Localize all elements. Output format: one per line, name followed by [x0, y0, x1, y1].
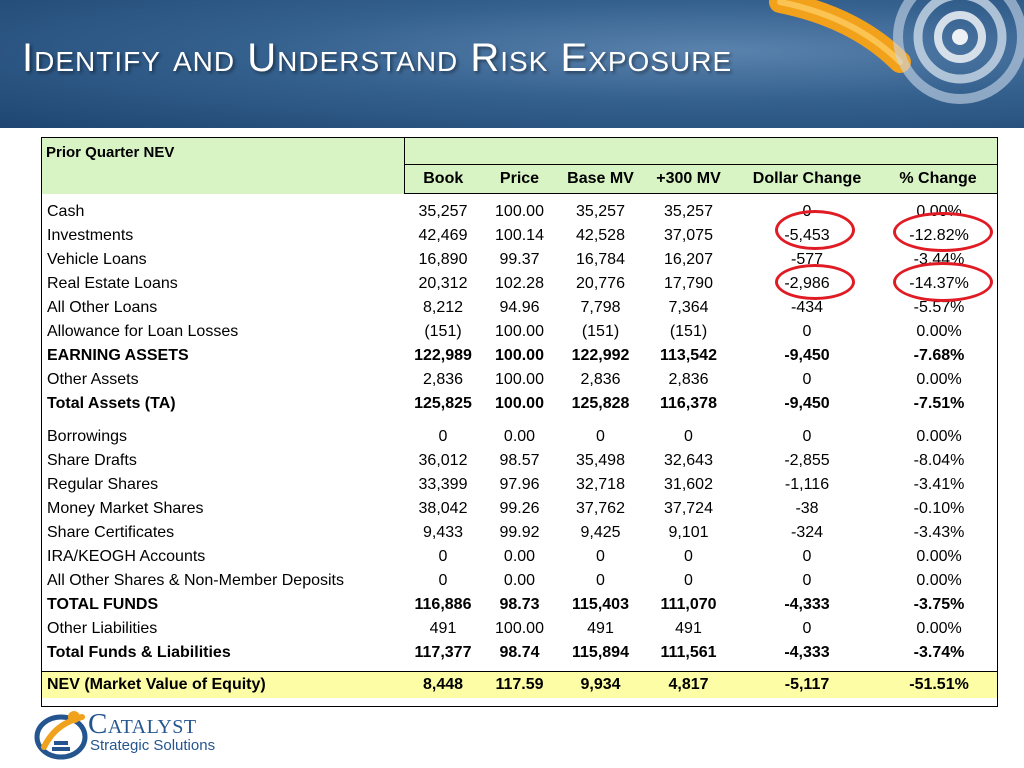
cell-dollar-change: -5,453: [784, 227, 830, 244]
cell-dollar-change: 0: [802, 620, 812, 637]
slide-title: Identify and Understand Risk Exposure: [22, 36, 733, 80]
cell-book: 125,825: [414, 395, 472, 412]
table-row: [42, 497, 997, 521]
row-label: Real Estate Loans: [47, 275, 178, 292]
row-label: Investments: [47, 227, 134, 244]
cell-price: 100.00: [495, 395, 544, 412]
cell-base-mv: 42,528: [576, 227, 625, 244]
table-row: [42, 473, 997, 497]
highlight-circle-investments-dollar: [775, 210, 855, 250]
cell-pct-change: 0.00%: [916, 323, 962, 340]
cell-300-mv: 32,643: [664, 452, 713, 469]
cell-book: 16,890: [418, 251, 468, 268]
cell-300-mv: 0: [684, 428, 693, 445]
cell-300-mv: 35,257: [664, 203, 713, 220]
corner-label: Prior Quarter NEV: [42, 138, 404, 194]
cell-pct-change: -3.44%: [913, 251, 965, 268]
cell-base-mv: 0: [596, 548, 605, 565]
highlight-circle-realestate-pct: [893, 262, 993, 302]
cell-book: 33,399: [418, 476, 468, 493]
cell-base-mv: 35,257: [576, 203, 625, 220]
row-label: EARNING ASSETS: [47, 347, 189, 364]
logo-name: Catalyst: [88, 708, 197, 740]
cell-price: 100.00: [495, 347, 544, 364]
cell-dollar-change: 0: [802, 428, 812, 445]
table-row: [42, 641, 997, 665]
cell-pct-change: -12.82%: [909, 227, 969, 244]
column-header-dollar-change: Dollar Change: [733, 165, 881, 194]
cell-book: 122,989: [414, 347, 472, 364]
column-header-pct-change: % Change: [881, 165, 997, 194]
cell-dollar-change: -9,450: [784, 347, 830, 364]
cell-dollar-change: -324: [790, 524, 824, 541]
cell-base-mv: 491: [587, 620, 614, 637]
slide-header: [0, 0, 1024, 128]
row-label: Total Assets (TA): [47, 395, 176, 412]
cell-dollar-change: -4,333: [784, 596, 830, 613]
nev-data-table: [42, 138, 997, 698]
table-row: [42, 248, 997, 272]
cell-book: 117,377: [414, 644, 472, 661]
cell-base-mv: 20,776: [576, 275, 625, 292]
cell-base-mv: (151): [581, 323, 620, 340]
cell-dollar-change: 0: [802, 572, 812, 589]
row-label: Allowance for Loan Losses: [47, 323, 239, 340]
cell-price: 100.00: [495, 203, 544, 220]
cell-pct-change: 0.00%: [916, 371, 962, 388]
cell-300-mv: 37,724: [664, 500, 713, 517]
target-arrow-icon: [760, 0, 1024, 128]
cell-book: 42,469: [418, 227, 468, 244]
cell-book: 38,042: [418, 500, 468, 517]
table-row: [42, 593, 997, 617]
table-row: [42, 521, 997, 545]
cell-base-mv: 9,425: [580, 524, 621, 541]
logo-tagline: Strategic Solutions: [90, 737, 216, 754]
cell-price: 97.96: [499, 476, 540, 493]
nev-row: [42, 672, 997, 699]
cell-300-mv: 17,790: [664, 275, 713, 292]
cell-book: 2,836: [422, 371, 464, 388]
header-blank-band: [404, 138, 997, 165]
cell-dollar-change: -577: [790, 251, 824, 268]
cell-pct-change: -7.51%: [913, 395, 965, 412]
cell-300-mv: 0: [684, 572, 693, 589]
cell-book: 8,448: [404, 672, 482, 699]
row-label: TOTAL FUNDS: [47, 596, 159, 613]
row-label: Money Market Shares: [47, 500, 204, 517]
cell-base-mv: 0: [596, 428, 605, 445]
cell-price: 99.92: [499, 524, 540, 541]
cell-pct-change: -5.57%: [913, 299, 965, 316]
cell-book: 116,886: [414, 596, 472, 613]
cell-book: 491: [429, 620, 457, 637]
cell-price: 99.37: [499, 251, 540, 268]
cell-price: 94.96: [499, 299, 540, 316]
cell-dollar-change: 0: [802, 323, 812, 340]
table-row: [42, 320, 997, 344]
cell-pct-change: 0.00%: [916, 203, 962, 220]
cell-base-mv: 9,934: [557, 672, 644, 699]
cell-300-mv: 0: [684, 548, 693, 565]
cell-pct-change: -3.41%: [913, 476, 965, 493]
cell-dollar-change: 0: [802, 371, 812, 388]
cell-pct-change: 0.00%: [916, 620, 962, 637]
cell-book: 0: [438, 428, 448, 445]
nev-table: [41, 137, 998, 707]
cell-book: (151): [424, 323, 462, 340]
cell-dollar-change: -1,116: [784, 476, 830, 493]
cell-pct-change: -3.75%: [913, 596, 965, 613]
cell-dollar-change: -38: [795, 500, 819, 517]
cell-300-mv: 116,378: [660, 395, 717, 412]
cell-price: 100.00: [495, 371, 544, 388]
cell-300-mv: 111,561: [660, 644, 717, 661]
cell-300-mv: 31,602: [664, 476, 713, 493]
column-header-book: Book: [404, 165, 482, 194]
highlight-circle-realestate-dollar: [775, 264, 855, 300]
cell-dollar-change: 0: [802, 203, 812, 220]
cell-base-mv: 37,762: [576, 500, 625, 517]
row-label: Other Assets: [47, 371, 139, 388]
cell-price: 100.14: [495, 227, 544, 244]
liability-rows: [42, 425, 997, 665]
table-row: [42, 449, 997, 473]
row-label: NEV (Market Value of Equity): [42, 672, 404, 699]
cell-pct-change: -8.04%: [913, 452, 965, 469]
cell-price: 102.28: [495, 275, 544, 292]
row-label: Share Drafts: [47, 452, 137, 469]
cell-300-mv: 9,101: [668, 524, 709, 541]
cell-base-mv: 115,894: [572, 644, 629, 661]
table-row: [42, 617, 997, 641]
cell-pct-change: -7.68%: [913, 347, 965, 364]
cell-price: 117.59: [482, 672, 557, 699]
cell-dollar-change: -2,855: [784, 452, 830, 469]
cell-base-mv: 35,498: [576, 452, 625, 469]
cell-pct-change: -3.74%: [913, 644, 965, 661]
cell-300-mv: 491: [675, 620, 702, 637]
cell-300-mv: (151): [669, 323, 708, 340]
row-label: Total Funds & Liabilities: [47, 644, 231, 661]
cell-300-mv: 113,542: [660, 347, 717, 364]
column-header-300-mv: +300 MV: [644, 165, 733, 194]
table-row: [42, 368, 997, 392]
table-row: [42, 545, 997, 569]
cell-price: 98.73: [499, 596, 540, 613]
cell-price: 0.00: [503, 548, 536, 565]
cell-book: 9,433: [422, 524, 464, 541]
cell-300-mv: 111,070: [660, 596, 717, 613]
cell-base-mv: 0: [596, 572, 605, 589]
cell-dollar-change: -5,117: [733, 672, 881, 699]
cell-price: 98.74: [499, 644, 540, 661]
cell-price: 0.00: [503, 572, 536, 589]
cell-book: 20,312: [418, 275, 468, 292]
cell-pct-change: -0.10%: [913, 500, 965, 517]
cell-dollar-change: -4,333: [784, 644, 830, 661]
cell-pct-change: 0.00%: [916, 548, 962, 565]
cell-dollar-change: -2,986: [784, 275, 830, 292]
cell-book: 0: [438, 572, 448, 589]
cell-base-mv: 16,784: [576, 251, 625, 268]
row-label: Borrowings: [47, 428, 128, 445]
cell-base-mv: 7,798: [580, 299, 621, 316]
cell-price: 0.00: [503, 428, 536, 445]
cell-300-mv: 7,364: [668, 299, 709, 316]
table-row: [42, 392, 997, 416]
cell-300-mv: 16,207: [664, 251, 713, 268]
cell-300-mv: 4,817: [644, 672, 733, 699]
cell-dollar-change: 0: [802, 548, 812, 565]
row-label: Vehicle Loans: [47, 251, 147, 268]
highlight-circle-investments-pct: [893, 212, 993, 252]
column-header-price: Price: [482, 165, 557, 194]
table-row: [42, 296, 997, 320]
cell-pct-change: 0.00%: [916, 428, 962, 445]
cell-300-mv: 37,075: [664, 227, 713, 244]
row-label: Share Certificates: [47, 524, 175, 541]
cell-base-mv: 2,836: [580, 371, 621, 388]
cell-base-mv: 125,828: [571, 395, 630, 412]
cell-dollar-change: -434: [790, 299, 824, 316]
cell-pct-change: 0.00%: [916, 572, 962, 589]
cell-book: 35,257: [418, 203, 468, 220]
cell-base-mv: 122,992: [571, 347, 630, 364]
row-label: IRA/KEOGH Accounts: [47, 548, 206, 565]
cell-300-mv: 2,836: [668, 371, 709, 388]
cell-pct-change: -51.51%: [881, 672, 997, 699]
row-label: Regular Shares: [47, 476, 159, 493]
table-row: [42, 200, 997, 224]
row-label: Cash: [47, 203, 85, 220]
cell-book: 0: [438, 548, 448, 565]
row-label: Other Liabilities: [47, 620, 158, 637]
table-row: [42, 569, 997, 593]
column-header-base-mv: Base MV: [557, 165, 644, 194]
cell-book: 36,012: [418, 452, 468, 469]
table-row: [42, 425, 997, 449]
cell-price: 100.00: [495, 620, 544, 637]
table-row: [42, 344, 997, 368]
row-label: All Other Shares & Non-Member Deposits: [47, 572, 344, 589]
cell-price: 99.26: [499, 500, 540, 517]
cell-book: 8,212: [422, 299, 464, 316]
cell-price: 100.00: [495, 323, 544, 340]
row-label: All Other Loans: [47, 299, 158, 316]
cell-pct-change: -14.37%: [909, 275, 969, 292]
cell-pct-change: -3.43%: [913, 524, 965, 541]
cell-price: 98.57: [499, 452, 540, 469]
cell-dollar-change: -9,450: [784, 395, 830, 412]
cell-base-mv: 115,403: [572, 596, 629, 613]
cell-base-mv: 32,718: [576, 476, 625, 493]
